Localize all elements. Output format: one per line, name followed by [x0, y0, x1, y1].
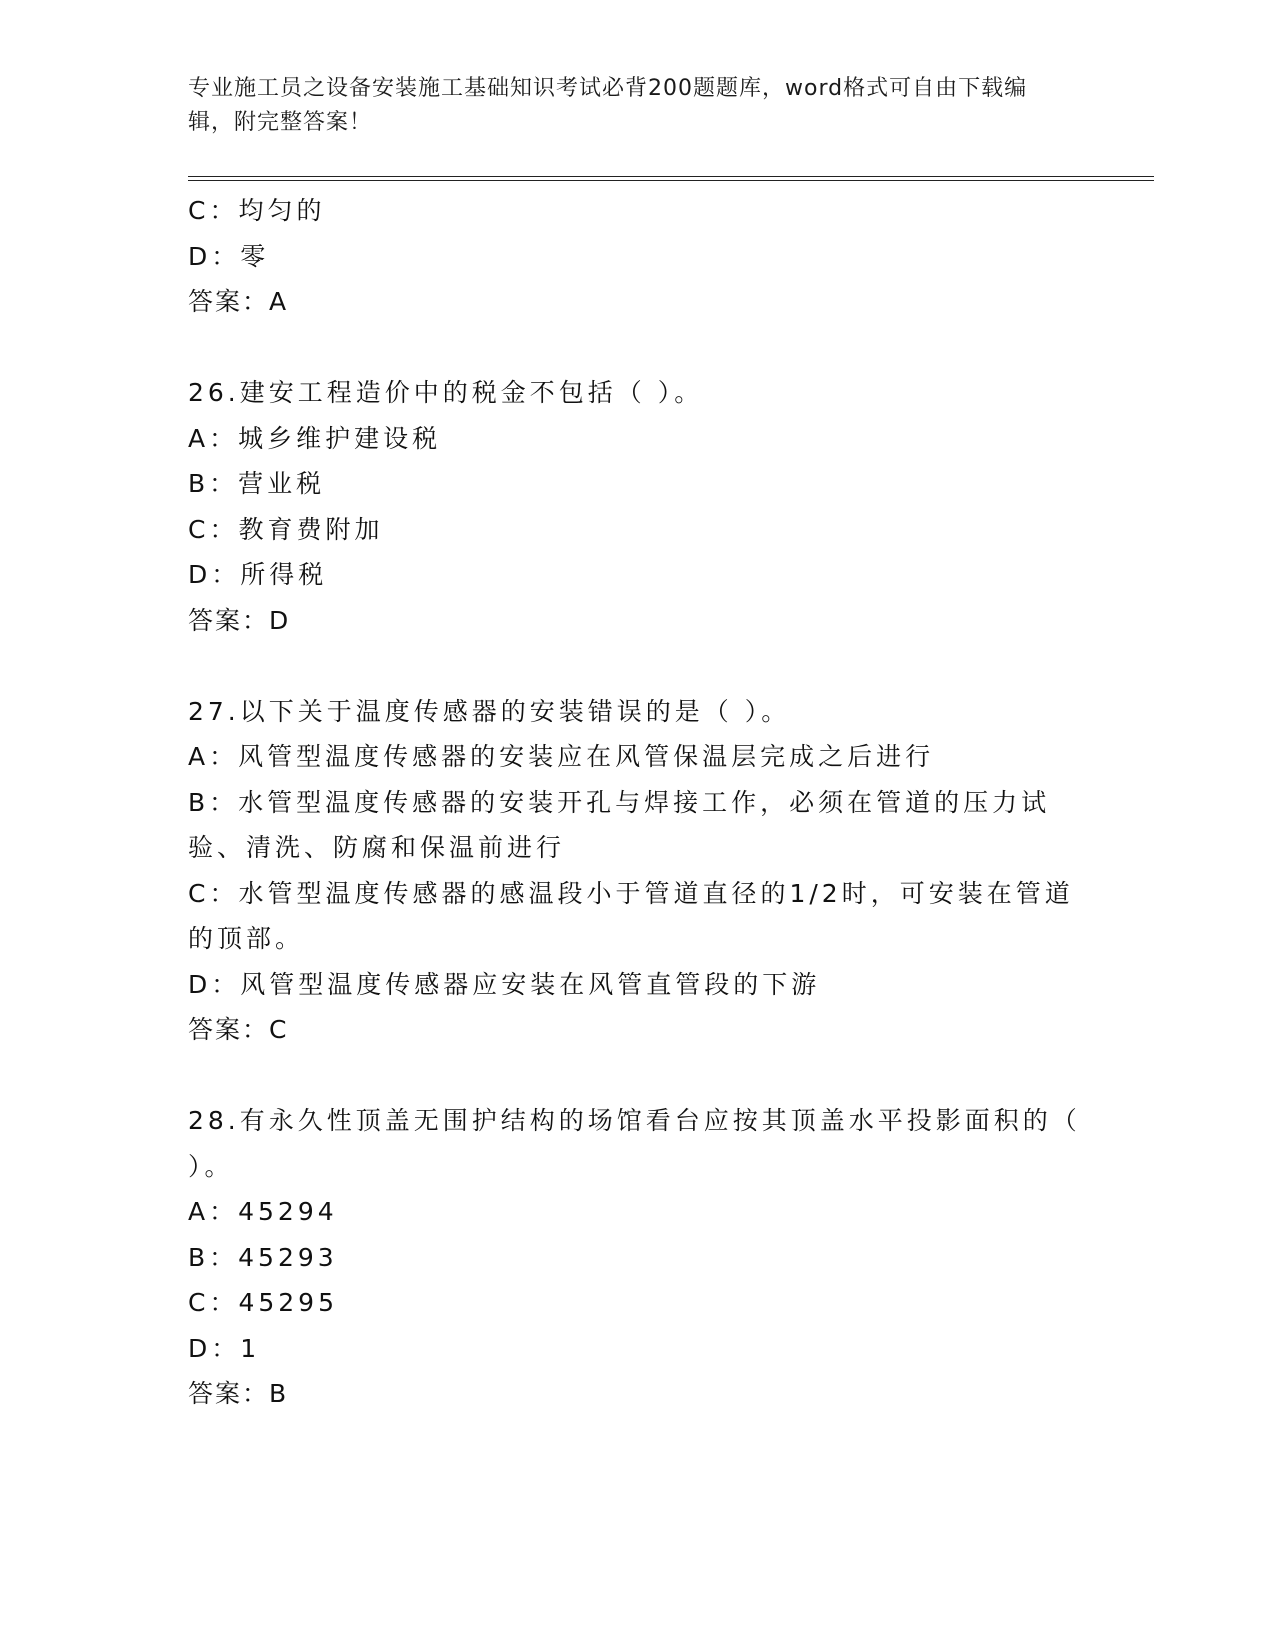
answer: 答案：B [188, 1379, 289, 1408]
question-26 [188, 370, 1088, 643]
option-a: A：城乡维护建设税 [188, 423, 442, 453]
question-stem: 26.建安工程造价中的税金不包括（ ）。 [188, 378, 704, 407]
option-a: A：风管型温度传感器的安装应在风管保温层完成之后进行 [188, 742, 935, 771]
option-b: B：45293 [188, 1242, 338, 1272]
question-stem: 28.有永久性顶盖无围护结构的场馆看台应按其顶盖水平投影面积的（ ）。 [188, 1106, 1093, 1181]
option-b: B：营业税 [188, 469, 326, 498]
header-divider [188, 176, 1154, 181]
answer: 答案：D [188, 605, 291, 635]
option-d: D：零 [188, 241, 270, 271]
question-stem: 27.以下关于温度传感器的安装错误的是（ ）。 [188, 696, 791, 726]
option-c: C：均匀的 [188, 196, 326, 225]
option-d: D：1 [188, 1333, 261, 1363]
option-c: C：教育费附加 [188, 514, 384, 544]
option-b: B：水管型温度传感器的安装开孔与焊接工作，必须在管道的压力试验、清洗、防腐和保温前进行 [188, 787, 1051, 862]
option-a: A：45294 [188, 1197, 338, 1226]
question-28 [188, 1098, 1093, 1417]
page-header: 专业施工员之设备安装施工基础知识考试必背200题题库，word格式可自由下载编辑，附完整答案！ [188, 76, 1028, 135]
option-d: D：风管型温度传感器应安装在风管直管段的下游 [188, 969, 821, 999]
option-d: D：所得税 [188, 560, 328, 589]
question-27 [188, 689, 1088, 1053]
spacer [188, 1053, 1088, 1099]
option-c: C：45295 [188, 1288, 338, 1317]
spacer [188, 325, 1088, 371]
spacer [188, 643, 1088, 689]
question-list [188, 188, 1093, 1417]
question-25-continued [188, 188, 1088, 325]
answer: 答案：C [188, 1015, 289, 1044]
answer: 答案：A [188, 287, 289, 316]
option-c: C：水管型温度传感器的感温段小于管道直径的1/2时，可安装在管道的顶部。 [188, 878, 1074, 953]
